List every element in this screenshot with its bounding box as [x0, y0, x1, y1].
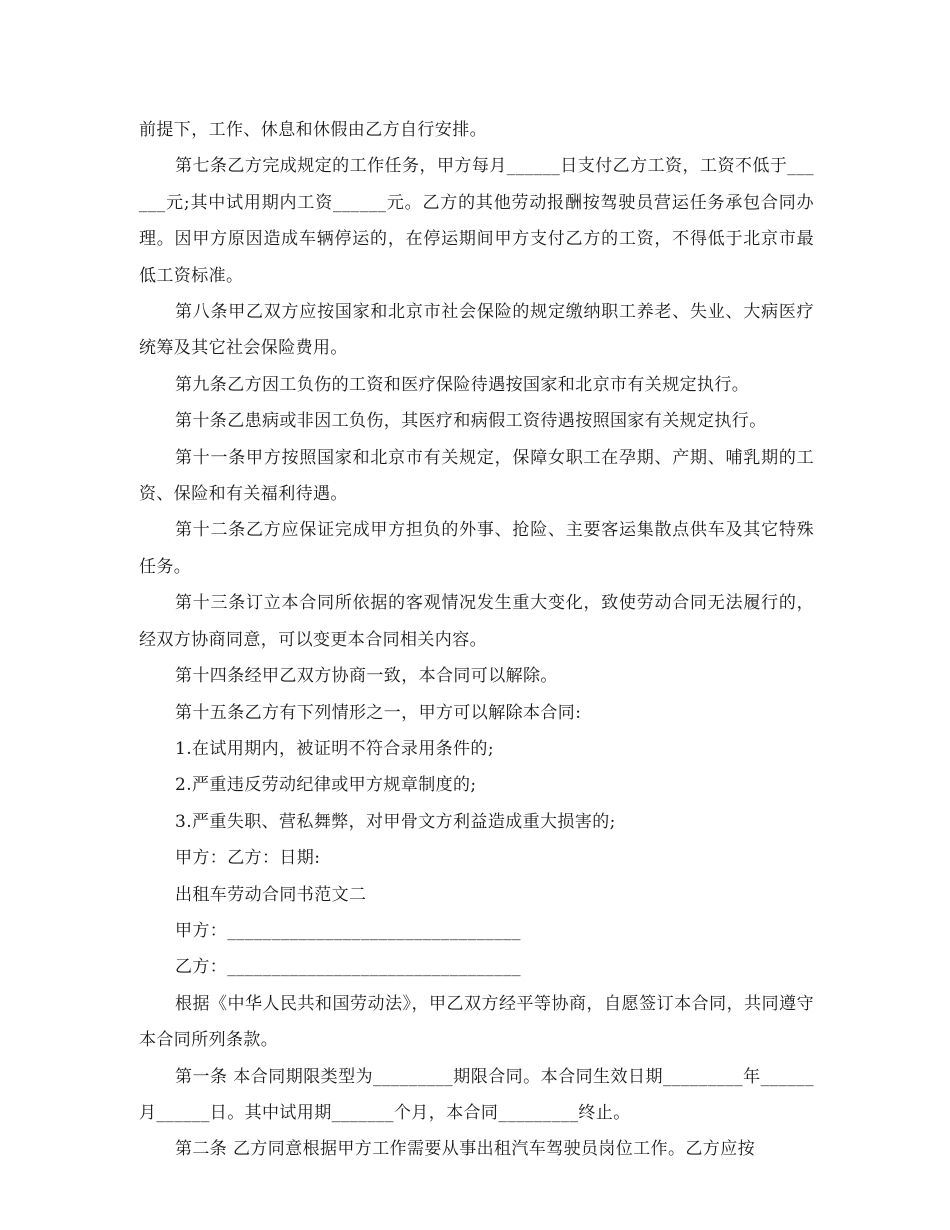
paragraph-article-1: 第一条 本合同期限类型为_________期限合同。本合同生效日期_________年______月______日。其中试用期_______个月，本合同_________终止。	[139, 1066, 814, 1123]
list-item-2: 2.严重违反劳动纪律或甲方规章制度的;	[175, 775, 477, 796]
party-b-line: 乙方：_________________________________	[175, 957, 521, 978]
paragraph-article-12: 第十二条乙方应保证完成甲方担负的外事、抢险、主要客运集散点供车及其它特殊任务。	[139, 520, 814, 577]
paragraph-article-8: 第八条甲乙双方应按国家和北京市社会保险的规定缴纳职工养老、失业、大病医疗统筹及其它社会保险费用。	[139, 302, 814, 359]
paragraph-preamble: 根据《中华人民共和国劳动法》，甲乙双方经平等协商，自愿签订本合同，共同遵守本合同所列条款。	[139, 993, 814, 1051]
signature-line: 甲方：乙方：日期:	[175, 848, 321, 869]
paragraph-article-2: 第二条 乙方同意根据甲方工作需要从事出租汽车驾驶员岗位工作。乙方应按	[175, 1139, 756, 1160]
paragraph-article-10: 第十条乙患病或非因工负伤，其医疗和病假工资待遇按照国家有关规定执行。	[175, 411, 767, 432]
paragraph-article-14: 第十四条经甲乙双方协商一致，本合同可以解除。	[175, 666, 558, 687]
paragraph-article-7: 第七条乙方完成规定的工作任务，甲方每月______日支付乙方工资，工资不低于______元;其中试用期内工资______元。乙方的其他劳动报酬按驾驶员营运任务承包合同办理。因甲方原因造成车辆停运的，在停运期间甲方支付乙方的工资，不得低于北京市最低工资标准。	[139, 156, 814, 286]
paragraph-article-9: 第九条乙方因工负伤的工资和医疗保险待遇按国家和北京市有关规定执行。	[175, 374, 750, 395]
section-title: 出租车劳动合同书范文二	[175, 884, 367, 905]
paragraph-article-13: 第十三条订立本合同所依据的客观情况发生重大变化，致使劳动合同无法履行的，经双方协商同意，可以变更本合同相关内容。	[139, 593, 814, 650]
party-a-line: 甲方：_________________________________	[175, 920, 521, 941]
paragraph-continuation: 前提下，工作、休息和休假由乙方自行安排。	[139, 120, 487, 140]
list-item-3: 3.严重失职、营私舞弊，对甲骨文方利益造成重大损害的;	[175, 811, 616, 832]
list-item-1: 1.在试用期内，被证明不符合录用条件的;	[175, 738, 494, 759]
paragraph-article-15: 第十五条乙方有下列情形之一，甲方可以解除本合同:	[175, 702, 582, 723]
document-body	[139, 112, 814, 1168]
paragraph-article-11: 第十一条甲方按照国家和北京市有关规定，保障女职工在孕期、产期、哺乳期的工资、保险和有关福利待遇。	[139, 447, 814, 505]
